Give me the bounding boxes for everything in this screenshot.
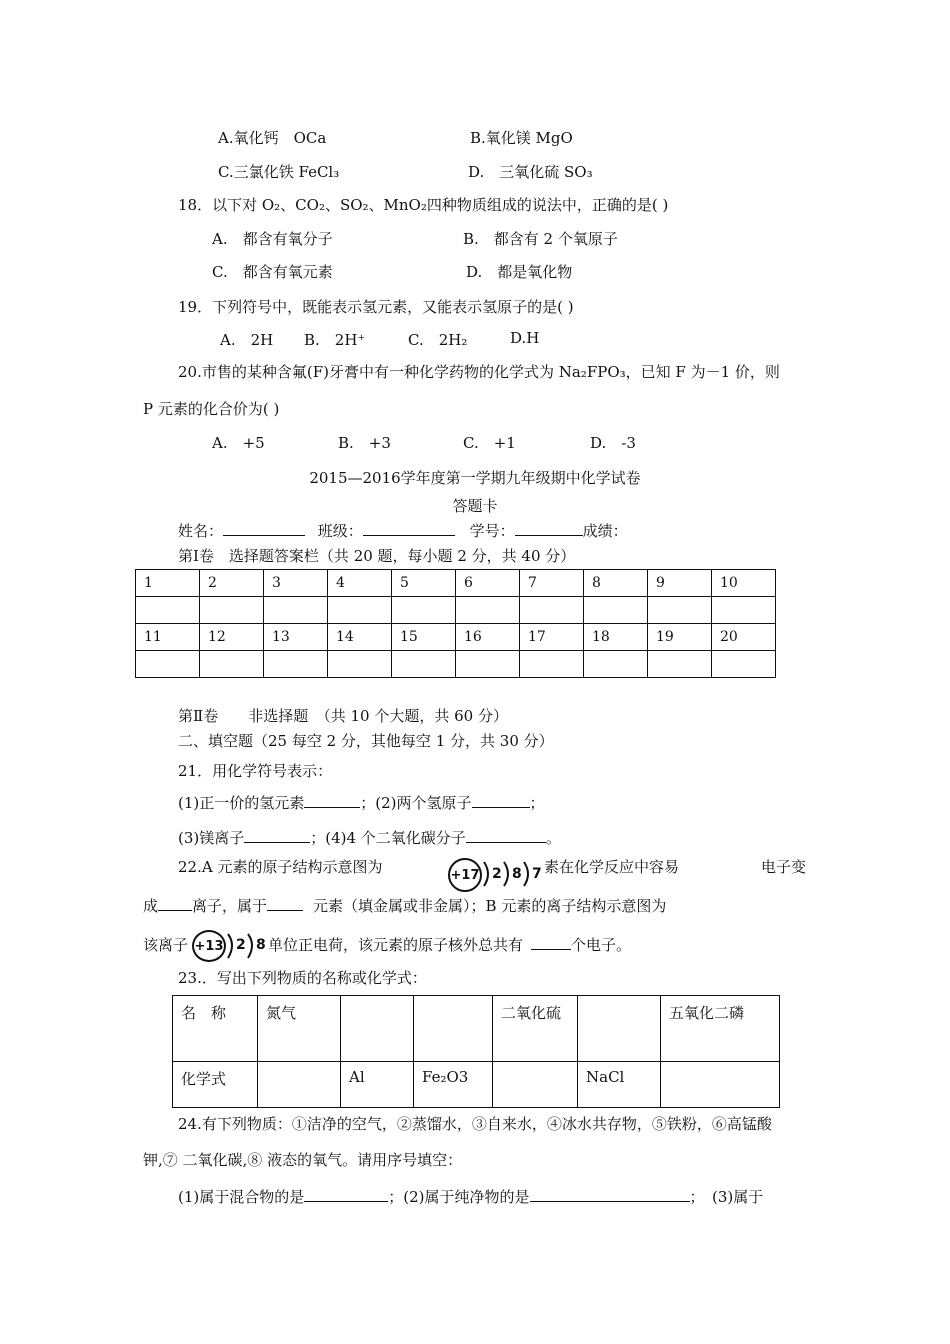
answer-number: 9: [648, 570, 712, 597]
answer-cell[interactable]: [328, 597, 392, 624]
q23-formula-row: [173, 1062, 780, 1108]
answer-number: 10: [712, 570, 776, 597]
answer-cell[interactable]: [584, 597, 648, 624]
answer-number: 5: [392, 570, 456, 597]
answer-cell[interactable]: [520, 597, 584, 624]
q19-option-d: D.H: [510, 329, 540, 347]
q20-option-c: C. +1: [463, 434, 516, 452]
answer-number: 18: [584, 624, 648, 651]
q22-line3-a: 该离子: [143, 936, 189, 954]
q18-option-b: B. 都含有 2 个氧原子: [463, 230, 618, 248]
q23-name-cell[interactable]: [578, 996, 661, 1062]
q23-stem: 23.．写出下列物质的名称或化学式：: [178, 969, 427, 987]
name-blank[interactable]: [223, 521, 305, 536]
q23-name-cell[interactable]: 氮气: [258, 996, 341, 1062]
atom-b-shell-1: 2: [236, 937, 246, 953]
q23-name-cell[interactable]: 二氧化硫: [493, 996, 578, 1062]
q20-option-b: B. +3: [338, 434, 391, 452]
answer-number: 14: [328, 624, 392, 651]
answer-cell[interactable]: [264, 597, 328, 624]
q23-formula-label: 化学式: [173, 1062, 258, 1108]
answer-cell[interactable]: [200, 597, 264, 624]
q21-blank-3[interactable]: [244, 828, 310, 843]
answer-grid: [135, 569, 776, 678]
answer-number: 12: [200, 624, 264, 651]
answer-card-subtitle: 答题卡: [452, 497, 498, 515]
part1-header: 第Ⅰ卷 选择题答案栏（共 20 题，每小题 2 分，共 40 分）: [178, 547, 576, 565]
answer-number: 4: [328, 570, 392, 597]
id-blank[interactable]: [515, 521, 583, 536]
answer-number-row: [136, 624, 776, 651]
q24-blank-1[interactable]: [304, 1187, 388, 1202]
answer-cell[interactable]: [264, 651, 328, 678]
q19-option-c: C. 2H₂: [408, 331, 468, 349]
q22-line2-c: 元素（填金属或非金属）；B 元素的离子结构示意图为: [313, 897, 667, 915]
answer-cell[interactable]: [328, 651, 392, 678]
answer-blank-row: [136, 597, 776, 624]
atom-b-nucleus: +13: [192, 930, 226, 962]
q24-part3-label: ； (3)属于: [689, 1188, 764, 1206]
q22-line1-a: 22.A 元素的原子结构示意图为: [178, 858, 383, 876]
q22-line3-b: 单位正电荷，该元素的原子核外总共有: [268, 936, 524, 954]
answer-cell[interactable]: [136, 597, 200, 624]
atom-a-shell-1: 2: [492, 866, 502, 882]
answer-cell[interactable]: [712, 651, 776, 678]
id-label: 学号：: [469, 522, 515, 540]
answer-cell[interactable]: [392, 651, 456, 678]
answer-cell[interactable]: [136, 651, 200, 678]
q20-option-d: D. -3: [590, 434, 636, 452]
answer-number: 16: [456, 624, 520, 651]
q17-option-c: C.三氯化铁 FeCl₃: [218, 163, 340, 181]
q24-line2: 钾,⑦ 二氧化碳,⑧ 液态的氧气。请用序号填空：: [143, 1151, 463, 1169]
q24-line3: [178, 1186, 763, 1207]
q19-option-b: B. 2H⁺: [304, 331, 366, 349]
q21-part2-label: ；(2)两个氢原子: [360, 794, 472, 812]
q17-option-d: D. 三氧化硫 SO₃: [468, 163, 593, 181]
answer-cell[interactable]: [456, 597, 520, 624]
q20-option-a: A. +5: [212, 434, 265, 452]
q23-formula-cell[interactable]: Al: [341, 1062, 414, 1108]
part2-header: 第Ⅱ卷 非选择题 （共 10 个大题，共 60 分）: [178, 707, 508, 725]
answer-cell[interactable]: [456, 651, 520, 678]
atom-b-shell-2: 8: [256, 937, 266, 953]
q22-blank-2[interactable]: [267, 896, 303, 911]
q23-formula-cell[interactable]: Fe₂O3: [414, 1062, 493, 1108]
answer-number: 7: [520, 570, 584, 597]
answer-number: 11: [136, 624, 200, 651]
q21-part2-end: ；: [529, 794, 545, 812]
q23-name-cell[interactable]: 五氧化二磷: [661, 996, 780, 1062]
q19-option-a: A. 2H: [220, 331, 274, 349]
q22-blank-1[interactable]: [158, 896, 192, 911]
answer-cell[interactable]: [200, 651, 264, 678]
q17-option-a: A.氧化钙 OCa: [218, 129, 327, 147]
q23-formula-cell[interactable]: NaCl: [578, 1062, 661, 1108]
q24-part1-label: (1)属于混合物的是: [178, 1188, 305, 1206]
q21-line2: [178, 827, 561, 848]
q23-name-cell[interactable]: [414, 996, 493, 1062]
q21-blank-4[interactable]: [466, 828, 546, 843]
answer-cell[interactable]: [712, 597, 776, 624]
q23-formula-cell[interactable]: [493, 1062, 578, 1108]
class-label: 班级：: [317, 522, 363, 540]
answer-number: 8: [584, 570, 648, 597]
answer-cell[interactable]: [392, 597, 456, 624]
answer-number-row: [136, 570, 776, 597]
q22-line2: [143, 895, 666, 916]
answer-cell[interactable]: [648, 651, 712, 678]
q18-option-d: D. 都是氧化物: [466, 263, 573, 281]
q21-stem: 21．用化学符号表示：: [178, 762, 333, 780]
q20-stem-line1: 20.市售的某种含氟(F)牙膏中有一种化学药物的化学式为 Na₂FPO₃，已知 F 为－1 价，则: [178, 363, 780, 381]
q24-line1: 24.有下列物质：①洁净的空气，②蒸馏水，③自来水，④冰水共存物，⑤铁粉，⑥高锰酸: [178, 1115, 772, 1133]
answer-card-title: 2015—2016学年度第一学期九年级期中化学试卷: [309, 469, 641, 487]
q21-blank-1[interactable]: [304, 793, 360, 808]
q19-stem: 19．下列符号中，既能表示氢元素，又能表示氢原子的是( ): [178, 298, 574, 316]
answer-number: 6: [456, 570, 520, 597]
q21-part4-label: ；(4)4 个二氧化碳分子: [310, 829, 466, 847]
answer-number: 3: [264, 570, 328, 597]
answer-number: 15: [392, 624, 456, 651]
score-label: 成绩：: [582, 522, 628, 540]
q24-blank-2[interactable]: [530, 1187, 690, 1202]
q22-line2-b: 离子，属于: [192, 897, 268, 915]
answer-cell[interactable]: [584, 651, 648, 678]
q21-part1-label: (1)正一价的氢元素: [178, 794, 305, 812]
q24-part2-label: ；(2)属于纯净物的是: [388, 1188, 530, 1206]
q18-option-c: C. 都含有氧元素: [212, 263, 333, 281]
q22-line2-a: 成: [143, 897, 159, 915]
q21-line1: [178, 792, 545, 813]
q23-table: [172, 995, 780, 1108]
answer-blank-row: [136, 651, 776, 678]
q21-blank-2[interactable]: [472, 793, 530, 808]
class-blank[interactable]: [363, 521, 455, 536]
student-info-row: [178, 520, 628, 541]
q22-line1-b: 素在化学反应中容易: [544, 858, 680, 876]
q18-stem: 18．以下对 O₂、CO₂、SO₂、MnO₂四种物质组成的说法中，正确的是( ): [178, 196, 669, 214]
section2-header: 二、填空题（25 每空 2 分，其他每空 1 分，共 30 分）: [178, 732, 554, 750]
q22-line1-c: 电子变: [761, 858, 807, 876]
atom-a-shell-2: 8: [512, 866, 522, 882]
answer-number: 13: [264, 624, 328, 651]
q21-part3-label: (3)镁离子: [178, 829, 245, 847]
q23-name-row: [173, 996, 780, 1062]
q23-name-cell[interactable]: [341, 996, 414, 1062]
answer-cell[interactable]: [648, 597, 712, 624]
q22-blank-3[interactable]: [531, 935, 571, 950]
q18-option-a: A. 都含有氧分子: [212, 230, 333, 248]
answer-number: 2: [200, 570, 264, 597]
answer-number: 1: [136, 570, 200, 597]
q22-line3-rest: [268, 934, 631, 955]
q23-formula-cell[interactable]: [661, 1062, 780, 1108]
q22-line3-c: 个电子。: [571, 936, 632, 954]
q23-formula-cell[interactable]: [258, 1062, 341, 1108]
q20-stem-line2: P 元素的化合价为( ): [143, 400, 280, 418]
atom-a-shell-3: 7: [532, 866, 542, 882]
atom-a-nucleus: +17: [448, 858, 482, 892]
answer-number: 17: [520, 624, 584, 651]
q21-part4-end: 。: [545, 829, 561, 847]
q17-option-b: B.氧化镁 MgO: [470, 129, 573, 147]
q23-name-label: 名 称: [173, 996, 258, 1062]
answer-number: 20: [712, 624, 776, 651]
answer-cell[interactable]: [520, 651, 584, 678]
answer-number: 19: [648, 624, 712, 651]
name-label: 姓名：: [178, 522, 224, 540]
